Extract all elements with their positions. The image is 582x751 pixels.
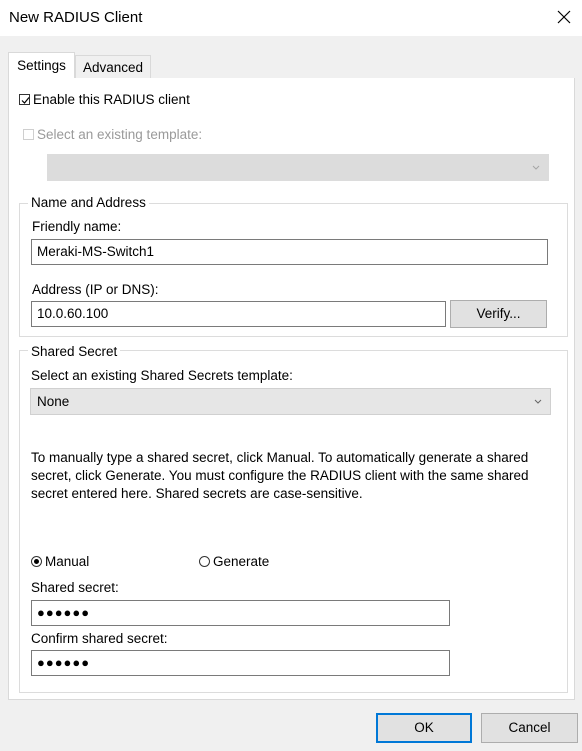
enable-client-label: Enable this RADIUS client <box>33 92 190 107</box>
address-label: Address (IP or DNS): <box>32 282 159 297</box>
name-address-legend: Name and Address <box>28 195 149 210</box>
friendly-name-input[interactable]: Meraki-MS-Switch1 <box>31 239 548 265</box>
existing-template-label: Select an existing template: <box>37 127 203 142</box>
existing-template-dropdown[interactable] <box>47 154 549 181</box>
confirm-secret-label: Confirm shared secret: <box>31 631 168 646</box>
chevron-down-icon <box>534 399 542 405</box>
close-icon <box>553 6 575 28</box>
secret-template-label: Select an existing Shared Secrets template: <box>31 368 293 383</box>
existing-template-checkbox[interactable] <box>23 129 34 140</box>
shared-secret-label: Shared secret: <box>31 580 119 595</box>
cancel-button[interactable]: Cancel <box>481 713 578 743</box>
secret-template-dropdown[interactable]: None <box>30 388 551 415</box>
manual-radio-label: Manual <box>45 554 90 569</box>
check-icon <box>20 95 31 106</box>
shared-secret-description: To manually type a shared secret, click Manual. To automatically generate a shared secret, click Generate. You must configure the RADIUS client with the same shared secret entered here. Shared secrets are case-sensitive. <box>31 450 529 501</box>
shared-secret-legend: Shared Secret <box>28 344 120 359</box>
manual-radio[interactable] <box>31 556 42 567</box>
generate-radio[interactable] <box>199 556 210 567</box>
ok-button[interactable]: OK <box>376 713 472 743</box>
enable-client-checkbox[interactable] <box>19 94 30 105</box>
close-button[interactable] <box>553 6 575 28</box>
generate-radio-label: Generate <box>213 554 270 569</box>
confirm-secret-input[interactable]: ●●●●●● <box>31 650 450 676</box>
verify-button[interactable]: Verify... <box>450 300 547 328</box>
tab-settings[interactable]: Settings <box>8 52 75 79</box>
window-title: New RADIUS Client <box>9 9 143 26</box>
shared-secret-input[interactable]: ●●●●●● <box>31 600 450 626</box>
address-input[interactable]: 10.0.60.100 <box>31 301 446 327</box>
friendly-name-label: Friendly name: <box>32 219 122 234</box>
tab-advanced[interactable]: Advanced <box>75 55 151 79</box>
radio-selected-dot <box>34 559 39 564</box>
chevron-down-icon <box>532 165 540 171</box>
